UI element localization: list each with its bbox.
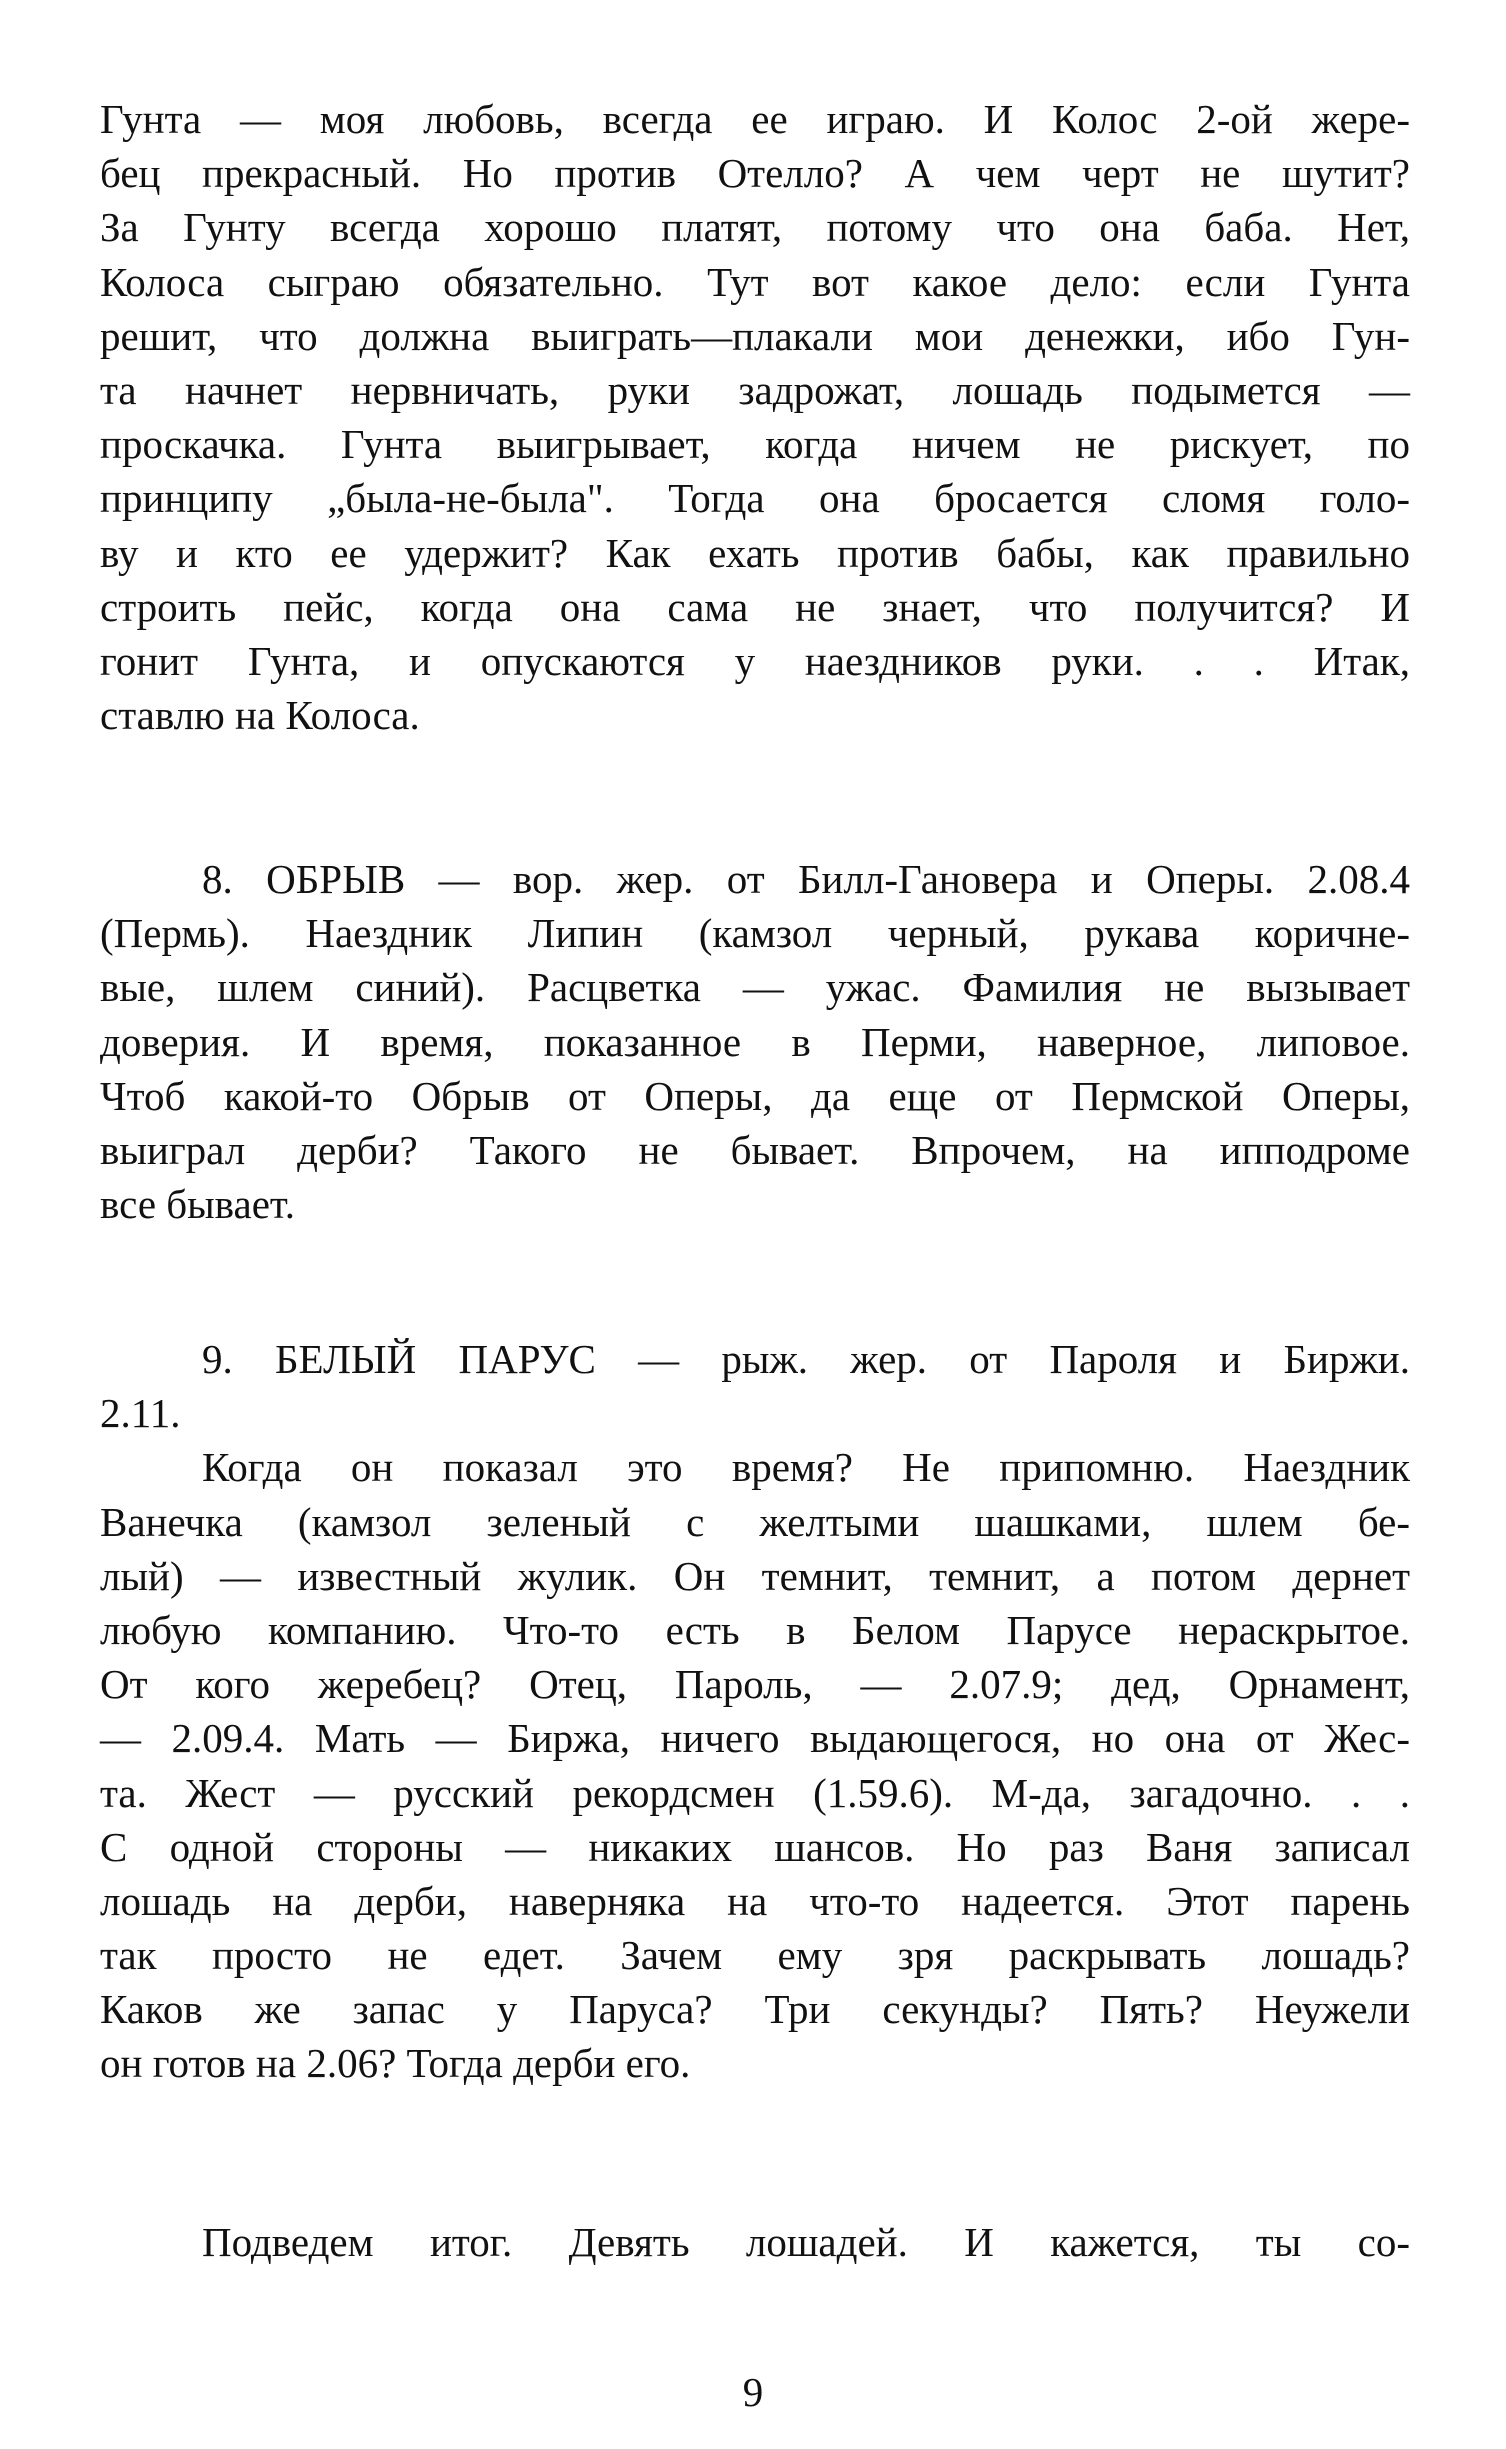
text-line: так просто не едет. Зачем ему зря раскрывать лошадь?	[100, 1932, 1410, 1979]
text-line: С одной стороны — никаких шансов. Но раз Ваня записал	[100, 1823, 1410, 1870]
text-line: любую компанию. Что-то есть в Белом Парусе нераскрытое.	[100, 1606, 1410, 1653]
text-line: Ванечка (камзол зеленый с желтыми шашками, шлем бе-	[100, 1498, 1410, 1545]
text-line: та. Жест — русский рекордсмен (1.59.6). М-да, загадочно. . .	[100, 1769, 1410, 1816]
text-line: От кого жеребец? Отец, Пароль, — 2.07.9; дед, Орнамент,	[100, 1661, 1410, 1708]
paragraph-belyi-parus	[100, 1332, 1410, 2091]
text-line: лошадь на дерби, наверняка на что-то надеется. Этот парень	[100, 1877, 1410, 1924]
text-line: бец прекрасный. Но против Отелло? А чем черт не шутит?	[100, 150, 1410, 197]
text-line: строить пейс, когда она сама не знает, что получится? И	[100, 583, 1410, 630]
text-line: За Гунту всегда хорошо платят, потому что она баба. Нет,	[100, 204, 1410, 251]
page-number: 9	[742, 2369, 764, 2415]
paragraph-obryv	[100, 852, 1410, 1231]
text-line: 8. ОБРЫВ — вор. жер. от Билл-Гановера и Оперы. 2.08.4	[202, 856, 1410, 902]
text-line: ставлю на Колоса.	[100, 692, 420, 739]
text-line: 2.11.	[100, 1390, 181, 1437]
text-line: Гунта — моя любовь, всегда ее играю. И Колос 2-ой жере-	[100, 96, 1410, 142]
text-line: вые, шлем синий). Расцветка — ужас. Фамилия не вызывает	[100, 964, 1410, 1011]
text-line: гонит Гунта, и опускаются у наездников руки. . . Итак,	[100, 637, 1410, 684]
text-line: 9. БЕЛЫЙ ПАРУС — рыж. жер. от Пароля и Биржи.	[202, 1336, 1410, 1382]
text-line: та начнет нервничать, руки задрожат, лошадь подымется —	[100, 366, 1410, 413]
paragraph-summary	[100, 2215, 1410, 2269]
text-line: все бывает.	[100, 1181, 295, 1228]
text-line: Каков же запас у Паруса? Три секунды? Пять? Неужели	[100, 1986, 1410, 2033]
text-line: Чтоб какой-то Обрыв от Оперы, да еще от Пермской Оперы,	[100, 1072, 1410, 1119]
text-line: (Пермь). Наездник Липин (камзол черный, рукава коричне-	[100, 910, 1410, 957]
text-line: принципу „была-не-была". Тогда она бросается сломя голо-	[100, 475, 1410, 522]
text-line: лый) — известный жулик. Он темнит, темнит, а потом дернет	[100, 1552, 1410, 1599]
text-line: проскачка. Гунта выигрывает, когда ничем не рискует, по	[100, 421, 1410, 468]
text-line: — 2.09.4. Мать — Биржа, ничего выдающегося, но она от Жес-	[100, 1715, 1410, 1762]
text-line: выиграл дерби? Такого не бывает. Впрочем, на ипподроме	[100, 1126, 1410, 1173]
text-line: ву и кто ее удержит? Как ехать против бабы, как правильно	[100, 529, 1410, 576]
text-line: он готов на 2.06? Тогда дерби его.	[100, 2040, 691, 2087]
text-line: Колоса сыграю обязательно. Тут вот какое дело: если Гунта	[100, 258, 1410, 305]
text-line: решит, что должна выиграть—плакали мои денежки, ибо Гун-	[100, 312, 1410, 359]
paragraph-gunta-kolos	[100, 92, 1410, 742]
text-line: Когда он показал это время? Не припомню. Наездник	[202, 1444, 1410, 1491]
text-line: Подведем итог. Девять лошадей. И кажется, ты со-	[202, 2219, 1410, 2265]
text-line: доверия. И время, показанное в Перми, наверное, липовое.	[100, 1018, 1410, 1065]
